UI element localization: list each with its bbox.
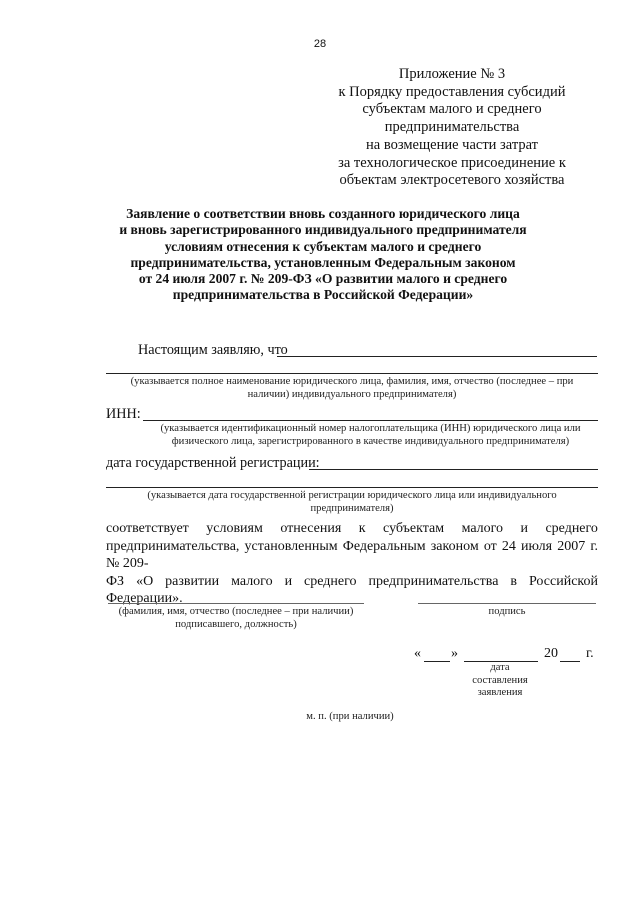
- title-line: условиям отнесения к субъектам малого и среднего: [164, 238, 482, 254]
- document-title: [108, 206, 538, 304]
- word: условиям: [206, 521, 263, 536]
- title-line: предпринимательства в Российской Федерации»: [172, 287, 474, 303]
- caption-line: дата: [490, 662, 510, 673]
- company-name-field-line2[interactable]: [106, 373, 598, 374]
- open-quote: «: [414, 646, 421, 661]
- title-line: и вновь зарегистрированного индивидуального предпринимателя: [119, 222, 527, 238]
- reg-date-field[interactable]: [309, 469, 598, 470]
- word: субъектам: [383, 521, 445, 536]
- word: малого: [461, 521, 504, 536]
- title-line: от 24 июля 2007 г. № 209-ФЗ «О развитии малого и среднего: [138, 271, 508, 287]
- caption-line: физического лица, зарегистрированного в качестве индивидуального предпринимателя): [171, 435, 570, 447]
- caption-line: заявления: [477, 687, 523, 699]
- appendix-line: на возмещение части затрат: [366, 136, 538, 153]
- title-line: Заявление о соответствии вновь созданного юридического лица: [126, 206, 520, 221]
- caption-line: (указывается дата государственной регистрации юридического лица или индивидуального: [147, 490, 557, 501]
- word: соответствует: [106, 521, 189, 536]
- company-name-field[interactable]: [277, 356, 597, 357]
- signature-field[interactable]: [418, 603, 596, 604]
- caption-line: (указывается идентификационный номер налогоплательщика (ИНН) юридического лица или: [160, 423, 581, 434]
- caption-line: подписавшего, должность): [175, 618, 297, 630]
- appendix-line: предпринимательства: [384, 119, 520, 136]
- paragraph-line: [106, 520, 598, 538]
- inn-field[interactable]: [143, 420, 598, 421]
- caption-line: наличии) индивидуального предпринимателя): [247, 388, 457, 400]
- appendix-header: [300, 66, 604, 190]
- inn-label: ИНН:: [106, 406, 141, 422]
- appendix-line: объектам электросетевого хозяйства: [339, 172, 565, 189]
- appendix-line: субъектам малого и среднего: [362, 101, 542, 118]
- appendix-line: Приложение № 3: [398, 66, 506, 82]
- stamp-caption: м. п. (при наличии): [306, 711, 394, 722]
- reg-date-field-line2[interactable]: [106, 487, 598, 488]
- word: отнесения: [280, 521, 342, 536]
- paragraph-line: ФЗ «О развитии малого и среднего предпринимательства в Российской Федерации».: [106, 573, 598, 606]
- appendix-line: к Порядку предоставления субсидий: [338, 83, 566, 100]
- day-field[interactable]: [424, 661, 450, 662]
- declare-label: Настоящим заявляю, что: [138, 342, 288, 358]
- caption-line: предпринимателя): [310, 502, 394, 514]
- reg-date-label: дата государственной регистрации:: [106, 455, 320, 471]
- word: и: [520, 521, 528, 536]
- year-field[interactable]: [560, 661, 580, 662]
- year-prefix: 20: [544, 646, 558, 661]
- title-line: предпринимательства, установленным Федеральным законом: [130, 254, 516, 270]
- year-suffix: г.: [586, 646, 594, 661]
- caption-line: составления: [472, 674, 528, 686]
- signer-name-field[interactable]: [108, 603, 364, 604]
- signer-caption: [108, 606, 364, 631]
- conformity-paragraph: [106, 520, 598, 608]
- name-caption: [106, 376, 598, 401]
- appendix-line: за технологическое присоединение к: [338, 154, 566, 171]
- caption-line: (фамилия, имя, отчество (последнее – при наличии): [118, 606, 354, 617]
- page-number: 28: [313, 38, 327, 50]
- paragraph-line: предпринимательства, установленным Федеральным законом от 24 июля 2007 г. № 209-: [106, 538, 598, 571]
- reg-date-caption: [106, 490, 598, 515]
- close-quote: »: [451, 646, 458, 661]
- date-caption: [460, 662, 540, 700]
- word: среднего: [545, 521, 598, 536]
- signature-caption: подпись: [488, 606, 526, 617]
- inn-caption: [143, 423, 598, 448]
- caption-line: (указывается полное наименование юридического лица, фамилия, имя, отчество (последнее – при: [130, 376, 574, 387]
- word: к: [358, 521, 366, 536]
